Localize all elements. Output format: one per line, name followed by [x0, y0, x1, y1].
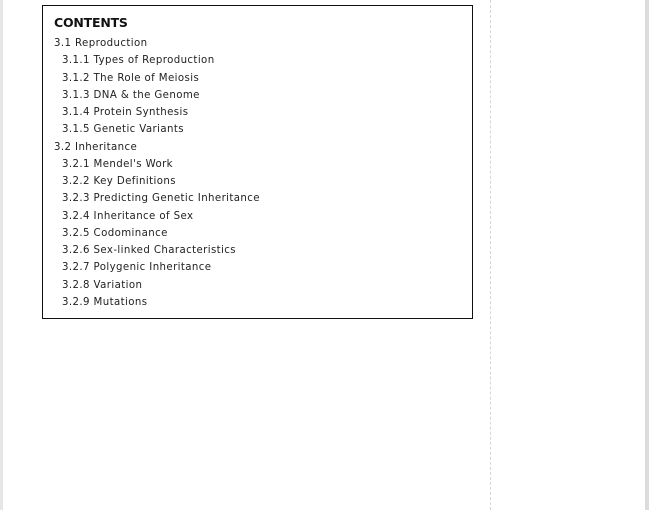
- toc-item-3-2-8[interactable]: 3.2.8 Variation: [62, 279, 143, 291]
- toc-item-3-2-3[interactable]: 3.2.3 Predicting Genetic Inheritance: [62, 193, 260, 205]
- toc-list: [54, 35, 260, 311]
- toc-item-3-1-5[interactable]: 3.1.5 Genetic Variants: [62, 124, 184, 136]
- toc-item-3-2-6[interactable]: 3.2.6 Sex-linked Characteristics: [62, 245, 237, 256]
- toc-title: CONTENTS: [54, 15, 128, 30]
- toc-item-3-1-4[interactable]: 3.1.4 Protein Synthesis: [62, 107, 189, 118]
- toc-item-3-2-7[interactable]: 3.2.7 Polygenic Inheritance: [62, 262, 212, 274]
- toc-item-3-1-3[interactable]: 3.1.3 DNA & the Genome: [62, 89, 200, 101]
- table-of-contents: [42, 5, 473, 319]
- toc-item-3-2-9[interactable]: 3.2.9 Mutations: [62, 296, 148, 308]
- toc-item-3-2[interactable]: 3.2 Inheritance: [54, 141, 138, 153]
- toc-item-3-2-1[interactable]: 3.2.1 Mendel's Work: [62, 158, 173, 170]
- toc-item-3-1-2[interactable]: 3.1.2 The Role of Meiosis: [62, 72, 200, 84]
- toc-item-3-2-4[interactable]: 3.2.4 Inheritance of Sex: [62, 210, 194, 222]
- toc-item-3-2-5[interactable]: 3.2.5 Codominance: [62, 227, 168, 239]
- toc-item-3-1-1[interactable]: 3.1.1 Types of Reproduction: [62, 55, 215, 67]
- column-guide: [490, 0, 491, 510]
- toc-item-3-2-2[interactable]: 3.2.2 Key Definitions: [62, 176, 176, 187]
- page-edge-right: [645, 0, 649, 510]
- toc-item-3-1[interactable]: 3.1 Reproduction: [54, 38, 148, 49]
- page-edge-left: [0, 0, 3, 510]
